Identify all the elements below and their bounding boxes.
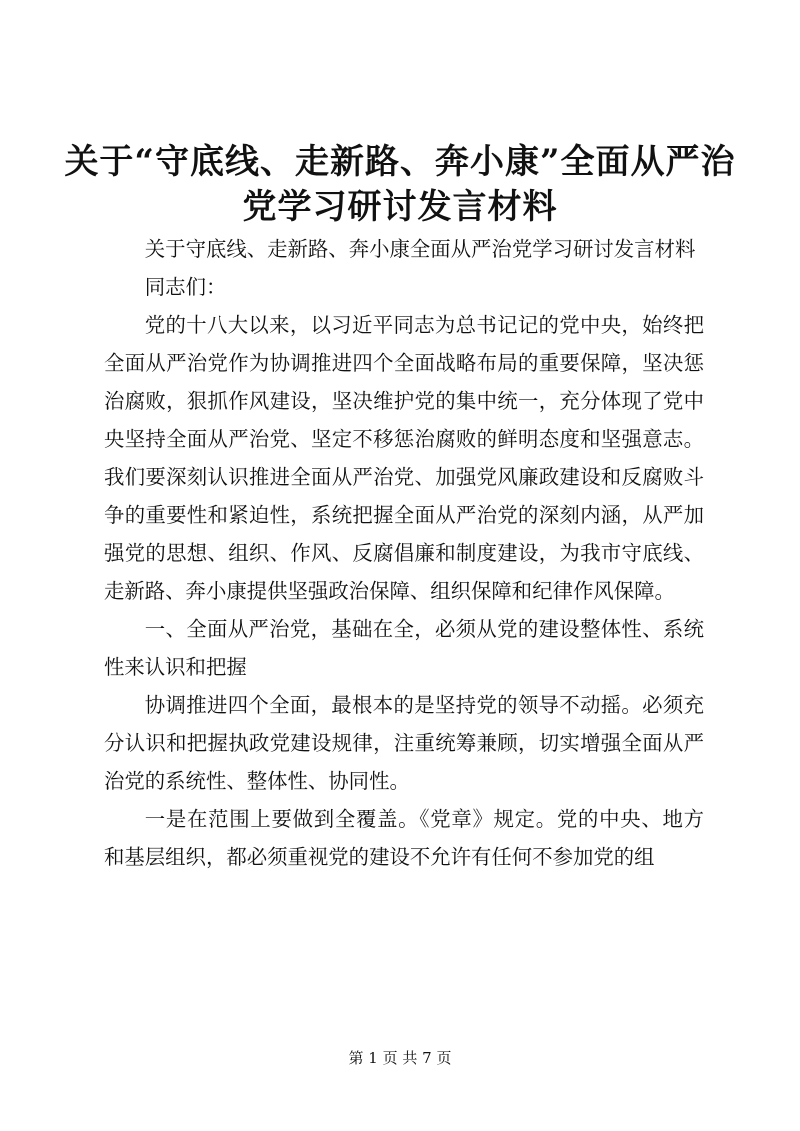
page-footer: 第 1 页 共 7 页 <box>348 1049 452 1067</box>
document-title-line-2: 党学习研讨发言材料 <box>242 187 558 227</box>
document-body <box>104 230 704 876</box>
section-heading: 一、全面从严治党，基础在全，必须从党的建设整体性、系统性来认识和把握 <box>104 617 704 679</box>
body-paragraph: 一是在范围上要做到全覆盖。《党章》规定。党的中央、地方和基层组织，都必须重视党的建设不允许有任何不参加党的组 <box>104 807 704 869</box>
body-paragraph-salutation: 同志们： <box>144 275 227 299</box>
document-title-line-1: 关于“守底线、走新路、奔小康”全面从严治 <box>64 142 736 182</box>
body-paragraph: 党的十八大以来，以习近平同志为总书记记的党中央，始终把全面从严治党作为协调推进四个全面战略布局的重要保障，坚决惩治腐败，狠抓作风建设，坚决维护党的集中统一，充分体现了党中央坚持全面从严治党、坚定不移惩治腐败的鲜明态度和坚强意志。我们要深刻认识推进全面从严治党、加强党风廉政建设和反腐败斗争的重要性和紧迫性，系统把握全面从严治党的深刻内涵，从严加强党的思想、组织、作风、反腐倡廉和制度建设，为我市守底线、走新路、奔小康提供坚强政治保障、组织保障和纪律作风保障。 <box>104 313 704 603</box>
body-paragraph: 协调推进四个全面，最根本的是坚持党的领导不动摇。必须充分认识和把握执政党建设规律，注重统筹兼顾，切实增强全面从严治党的系统性、整体性、协同性。 <box>104 693 704 793</box>
body-paragraph-subtitle: 关于守底线、走新路、奔小康全面从严治党学习研讨发言材料 <box>144 237 696 261</box>
